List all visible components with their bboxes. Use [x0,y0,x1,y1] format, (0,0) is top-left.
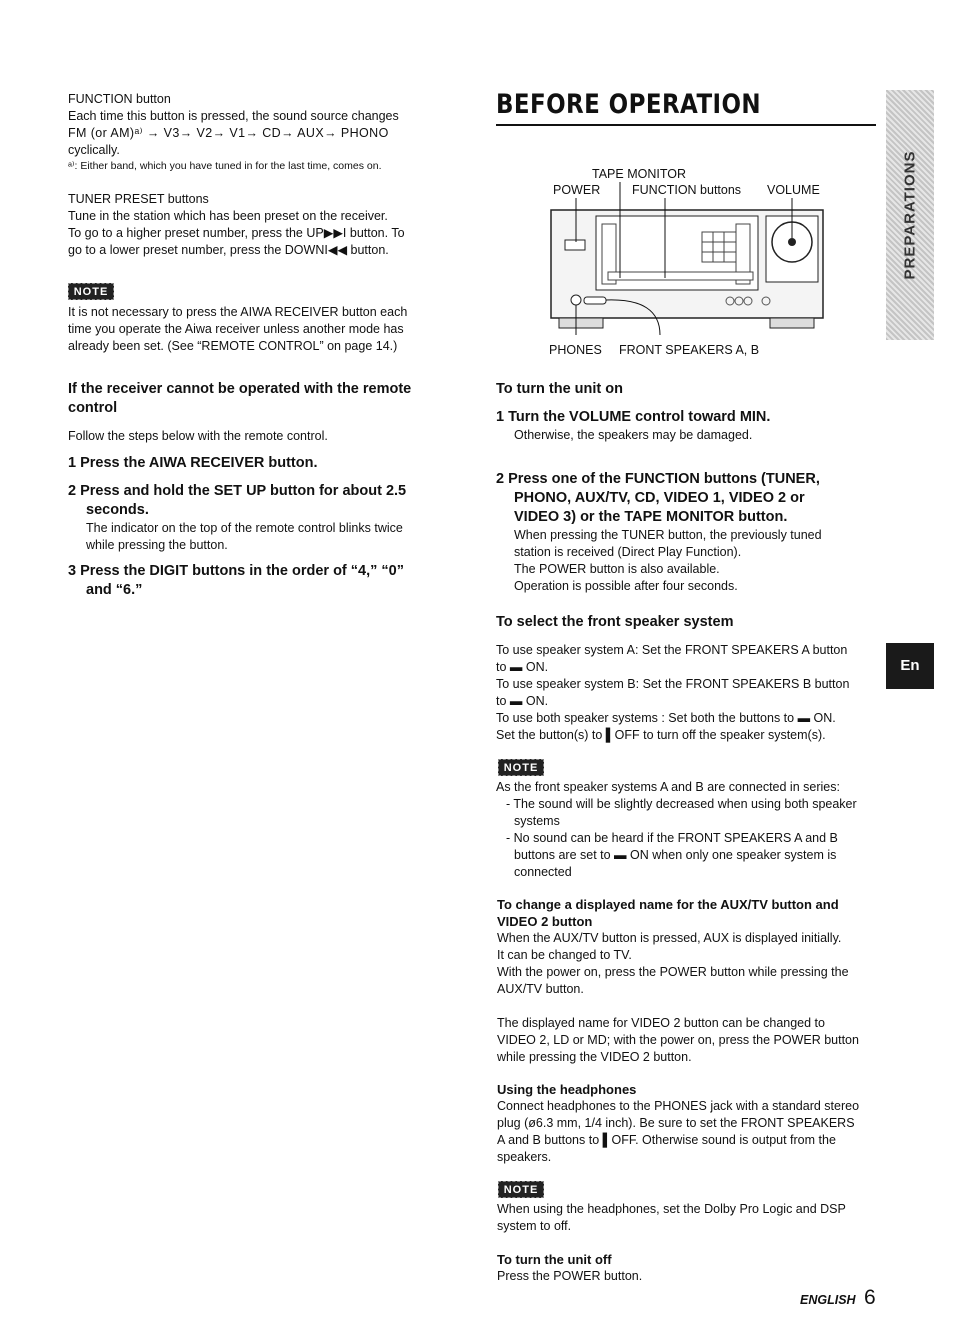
speaker-section [496,642,881,744]
step-line: VIDEO 3) or the TAPE MONITOR button. [514,509,788,525]
footer-label: ENGLISH [800,1293,856,1307]
step-line: 2 Press and hold the SET UP button for about 2.5 [68,483,407,499]
on-step-1 [496,408,886,444]
text-line: Connect headphones to the PHONES jack with a standard stereo [497,1099,860,1113]
text-line: to ▬ ON. [496,660,549,674]
text-line: Each time this button is pressed, the sound source changes [68,109,399,123]
text-line: To use both speaker systems : Set both the buttons to ▬ ON. [496,711,836,725]
text-line: - The sound will be slightly decreased when using both speaker [506,797,857,811]
text-line: time you operate the Aiwa receiver unless another mode has [68,322,404,336]
text-line: system to off. [497,1219,572,1233]
step-2 [68,482,458,554]
step-line: PHONO, AUX/TV, CD, VIDEO 1, VIDEO 2 or [514,490,805,506]
label-volume: VOLUME [767,183,820,197]
step-line: 3 Press the DIGIT buttons in the order of “4,” “0” [68,563,404,579]
text-line: plug (ø6.3 mm, 1/4 inch). Be sure to set the FRONT SPEAKERS [497,1116,855,1130]
text-line: go to a lower preset number, press the DOWNI◀◀ button. [68,243,389,257]
language-tab: En [886,643,934,689]
text-line: AUX/TV button. [497,982,584,996]
text-line: station is received (Direct Play Function). [514,545,742,559]
label-phones: PHONES [549,343,602,357]
text-line: while pressing the button. [86,538,228,552]
receiver-diagram [540,160,840,365]
text-line: - No sound can be heard if the FRONT SPEAKERS A and B [506,831,838,845]
text-line: It can be changed to TV. [497,948,632,962]
heading-line: control [68,400,118,416]
heading-line: VIDEO 2 button [497,914,593,929]
function-heading: FUNCTION button [68,92,171,106]
step-line: and “6.” [86,582,143,598]
speaker-heading: To select the front speaker system [496,614,734,630]
text-line: connected [514,865,572,879]
tuner-heading: TUNER PRESET buttons [68,192,209,206]
text-line: When pressing the TUNER button, the previously tuned [514,528,822,542]
headphones-section [497,1081,882,1166]
text-line: It is not necessary to press the AIWA RECEIVER button each [68,305,408,319]
text-line: The displayed name for VIDEO 2 button can be changed to [497,1016,825,1030]
text-line: The indicator on the top of the remote control blinks twice [86,521,403,535]
page-title: BEFORE OPERATION [496,89,762,120]
text-line: Set the button(s) to ▌OFF to turn off the speaker system(s). [496,728,826,742]
aux-section [497,896,882,1066]
text-line: to ▬ ON. [496,694,549,708]
step-1: 1 Press the AIWA RECEIVER button. [68,455,318,471]
label-function-buttons: FUNCTION buttons [632,183,742,197]
label-front-speakers: FRONT SPEAKERS A, B [619,343,760,357]
text-line: A and B buttons to ▌OFF. Otherwise sound is output from the [497,1133,836,1147]
text-line: Otherwise, the speakers may be damaged. [514,428,753,442]
text-line: buttons are set to ▬ ON when only one speaker system is [514,848,837,862]
text-line: Operation is possible after four seconds. [514,579,738,593]
title-rule [496,124,876,126]
text-line: Press the POWER button. [497,1269,643,1283]
step-line: 1 Turn the VOLUME control toward MIN. [496,409,771,425]
tuner-section [68,191,453,259]
series-note [496,779,881,881]
text-line: Tune in the station which has been preset on the receiver. [68,209,388,223]
receiver-illustration [540,160,840,340]
label-tape-monitor: TAPE MONITOR [592,167,686,181]
on-step-2 [496,470,886,595]
note-section [68,304,453,355]
turn-off-section [497,1251,882,1285]
remote-intro: Follow the steps below with the remote control. [68,429,328,443]
turn-on-heading: To turn the unit on [496,381,623,397]
text-line: With the power on, press the POWER button while pressing the [497,965,849,979]
text-line: As the front speaker systems A and B are connected in series: [496,780,840,794]
text-line: systems [514,814,560,828]
text-line: speakers. [497,1150,552,1164]
heading-line: To change a displayed name for the AUX/TV button and [497,897,839,912]
note-badge: NOTE [498,759,544,776]
text-line: already been set. (See “REMOTE CONTROL” on page 14.) [68,339,398,353]
footnote: ᵃ⁾: Either band, which you have tuned in for the last time, comes on. [68,160,382,172]
heading-line: Using the headphones [497,1082,637,1097]
text-line: When using the headphones, set the Dolby Pro Logic and DSP [497,1202,846,1216]
text-line: The POWER button is also available. [514,562,720,576]
label-power: POWER [553,183,601,197]
note-badge: NOTE [68,283,114,300]
dolby-note [497,1201,882,1235]
preparations-tab [886,90,934,340]
page-footer [800,1286,876,1310]
step-line: 2 Press one of the FUNCTION buttons (TUNER, [496,471,820,487]
remote-heading [68,380,458,418]
heading-line: To turn the unit off [497,1252,612,1267]
text-line: FM (or AM)ᵃ⁾ → V3→ V2→ V1→ CD→ AUX→ PHONO [68,126,389,140]
function-section [68,91,453,173]
note-badge: NOTE [498,1181,544,1198]
text-line: while pressing the VIDEO 2 button. [497,1050,692,1064]
text-line: To go to a higher preset number, press the UP▶▶I button. To [68,226,405,240]
text-line: VIDEO 2, LD or MD; with the power on, press the POWER button [497,1033,859,1047]
text-line: cyclically. [68,143,120,157]
text-line: To use speaker system A: Set the FRONT SPEAKERS A button [496,643,848,657]
step-3 [68,562,458,600]
heading-line: If the receiver cannot be operated with the remote [68,381,412,397]
preparations-label: PREPARATIONS [901,150,919,280]
page-number: 6 [864,1286,876,1309]
step-line: seconds. [86,502,149,518]
text-line: When the AUX/TV button is pressed, AUX is displayed initially. [497,931,842,945]
text-line: To use speaker system B: Set the FRONT SPEAKERS B button [496,677,850,691]
